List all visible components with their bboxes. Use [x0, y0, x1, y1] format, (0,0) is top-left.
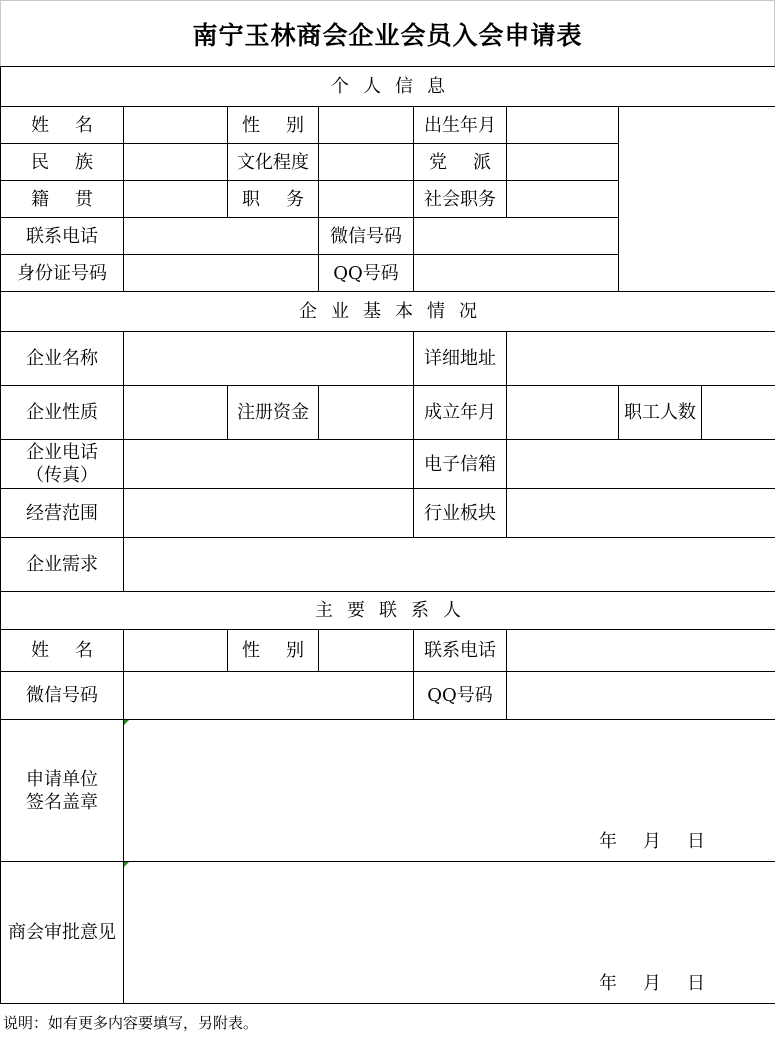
label-phone: 联系电话 — [1, 218, 124, 255]
field-contact-qq[interactable] — [507, 672, 775, 720]
label-birth-date: 出生年月 — [414, 107, 507, 144]
section-personal-info: 个人信息 — [1, 67, 775, 107]
field-gender[interactable] — [319, 107, 414, 144]
label-contact-gender: 性 别 — [228, 630, 319, 672]
label-name: 姓 名 — [1, 107, 124, 144]
photo-box — [619, 107, 775, 292]
field-email[interactable] — [507, 440, 775, 489]
label-id-number: 身份证号码 — [1, 255, 124, 292]
field-birth-date[interactable] — [507, 107, 619, 144]
field-business-scope[interactable] — [124, 489, 414, 538]
label-origin: 籍 贯 — [1, 181, 124, 218]
field-phone[interactable] — [124, 218, 319, 255]
label-contact-qq: QQ号码 — [414, 672, 507, 720]
field-applicant-signature[interactable] — [124, 720, 775, 862]
label-email: 电子信箱 — [414, 440, 507, 489]
field-capital[interactable] — [319, 386, 414, 440]
application-form-table — [0, 66, 775, 1004]
label-founded: 成立年月 — [414, 386, 507, 440]
label-company-needs: 企业需求 — [1, 538, 124, 592]
field-contact-phone[interactable] — [507, 630, 775, 672]
field-origin[interactable] — [124, 181, 228, 218]
label-contact-wechat: 微信号码 — [1, 672, 124, 720]
field-id-number[interactable] — [124, 255, 319, 292]
field-address[interactable] — [507, 332, 775, 386]
signature-date: 年 月 日 — [599, 831, 705, 852]
label-address: 详细地址 — [414, 332, 507, 386]
cell-comment-marker — [124, 720, 129, 725]
label-contact-phone: 联系电话 — [414, 630, 507, 672]
label-qq: QQ号码 — [319, 255, 414, 292]
field-company-needs[interactable] — [124, 538, 775, 592]
section-main-contact: 主要联系人 — [1, 592, 775, 630]
section-company-info: 企业基本情况 — [1, 292, 775, 332]
cell-comment-marker — [124, 862, 129, 867]
label-education: 文化程度 — [228, 144, 319, 181]
field-staff-count[interactable] — [702, 386, 775, 440]
label-company-name: 企业名称 — [1, 332, 124, 386]
label-company-nature: 企业性质 — [1, 386, 124, 440]
field-social-role[interactable] — [507, 181, 619, 218]
field-chamber-approval[interactable] — [124, 862, 775, 1004]
field-contact-gender[interactable] — [319, 630, 414, 672]
label-staff-count: 职工人数 — [619, 386, 702, 440]
label-gender: 性 别 — [228, 107, 319, 144]
field-wechat[interactable] — [414, 218, 619, 255]
label-business-scope: 经营范围 — [1, 489, 124, 538]
field-company-phone[interactable] — [124, 440, 414, 489]
field-company-nature[interactable] — [124, 386, 228, 440]
label-applicant-signature: 申请单位 签名盖章 — [1, 720, 124, 862]
label-chamber-approval: 商会审批意见 — [1, 862, 124, 1004]
approval-date: 年 月 日 — [599, 973, 705, 994]
label-wechat: 微信号码 — [319, 218, 414, 255]
field-company-name[interactable] — [124, 332, 414, 386]
field-education[interactable] — [319, 144, 414, 181]
label-capital: 注册资金 — [228, 386, 319, 440]
field-contact-wechat[interactable] — [124, 672, 414, 720]
field-founded[interactable] — [507, 386, 619, 440]
field-qq[interactable] — [414, 255, 619, 292]
label-contact-name: 姓 名 — [1, 630, 124, 672]
field-sector[interactable] — [507, 489, 775, 538]
label-party: 党 派 — [414, 144, 507, 181]
label-social-role: 社会职务 — [414, 181, 507, 218]
label-ethnicity: 民 族 — [1, 144, 124, 181]
field-job[interactable] — [319, 181, 414, 218]
field-ethnicity[interactable] — [124, 144, 228, 181]
field-name[interactable] — [124, 107, 228, 144]
form-title: 南宁玉林商会企业会员入会申请表 — [0, 0, 775, 66]
label-sector: 行业板块 — [414, 489, 507, 538]
field-party[interactable] — [507, 144, 619, 181]
label-company-phone: 企业电话 （传真） — [1, 440, 124, 489]
label-job: 职 务 — [228, 181, 319, 218]
field-contact-name[interactable] — [124, 630, 228, 672]
footnote: 说明：如有更多内容要填写，另附表。 — [3, 1014, 259, 1032]
